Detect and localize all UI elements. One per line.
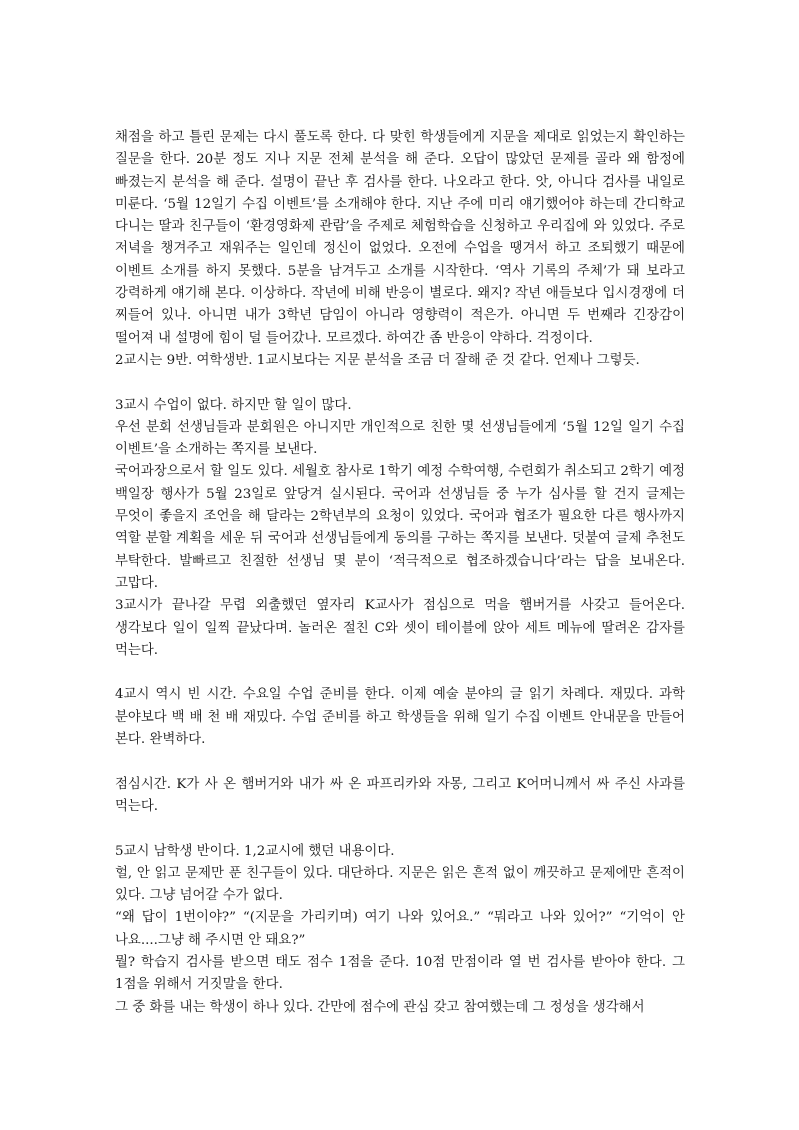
paragraph: 4교시 역시 빈 시간. 수요일 수업 준비를 한다. 이제 예술 분야의 글 읽기 차례다. 재밌다. 과학 분야보다 백 배 천 배 재밌다. 수업 준비를 하고 학생들을 위해 일기 수집 이벤트 안내문을 만들어 본다. 완벽하다. xyxy=(115,687,685,748)
paragraph: 국어과장으로서 할 일도 있다. 세월호 참사로 1학기 예정 수학여행, 수련회가 취소되고 2학기 예정 백일장 행사가 5월 23일로 앞당겨 실시된다. 국어과 선생님들 중 누가 심사를 할 건지 글제는 무엇이 좋을지 조언을 해 달라는 2학년부의 요청이 있었다. 국어과 협조가 필요한 다른 행사까지 역할 분할 계획을 세운 뒤 국어과 선생님들에게 동의를 구하는 쪽지를 보낸다. 덧붙여 글제 추천도 부탁한다. 발빠르고 친절한 선생님 몇 분이 ‘적극적으로 협조하겠습니다’라는 답을 보내온다. 고맙다. xyxy=(115,464,685,591)
paragraph: 채점을 하고 틀린 문제는 다시 풀도록 한다. 다 맞힌 학생들에게 지문을 제대로 읽었는지 확인하는 질문을 한다. 20분 정도 지나 지문 전체 분석을 해 준다. 오답이 많았던 문제를 골라 왜 함정에 빠졌는지 분석을 해 준다. 설명이 끝난 후 검사를 한다. 나오라고 한다. 앗, 아니다 검사를 내일로 미룬다. ‘5월 12일기 수집 이벤트’를 소개해야 한다. 지난 주에 미리 얘기했어야 하는데 간디학교 다니는 딸과 친구들이 ‘환경영화제 관람’을 주제로 체험학습을 신청하고 우리집에 와 있었다. 주로 저녁을 챙겨주고 재워주는 일인데 정신이 없었다. 오전에 수업을 땡겨서 하고 조퇴했기 때문에 이벤트 소개를 하지 못했다. 5분을 남겨두고 소개를 시작한다. ‘역사 기록의 주체’가 돼 보라고 강력하게 얘기해 본다. 이상하다. 작년에 비해 반응이 별로다. 왜지? 작년 애들보다 입시경쟁에 더 찌들어 있나. 아니면 내가 3학년 담임이 아니라 영향력이 적은가. 아니면 두 번째라 긴장감이 떨어져 내 설명에 힘이 덜 들어갔나. 모르겠다. 하여간 좀 반응이 약하다. 걱정이다. xyxy=(115,130,685,346)
paragraph: 헐, 안 읽고 문제만 푼 친구들이 있다. 대단하다. 지문은 읽은 흔적 없이 깨끗하고 문제에만 흔적이 있다. 그냥 넘어갈 수가 없다. xyxy=(115,865,685,904)
paragraph: 뭘? 학습지 검사를 받으면 태도 점수 1점을 준다. 10점 만점이라 열 번 검사를 받아야 한다. 그 1점을 위해서 거짓말을 한다. xyxy=(115,954,685,993)
paragraph: 3교시가 끝나갈 무렵 외출했던 옆자리 K교사가 점심으로 먹을 햄버거를 사갖고 들어온다. 생각보다 일이 일찍 끝났다며. 놀러온 절친 C와 셋이 테이블에 앉아 세트 메뉴에 딸려온 감자를 먹는다. xyxy=(115,598,685,658)
paragraph-gap xyxy=(115,818,685,840)
paragraph: 점심시간. K가 사 온 햄버거와 내가 싸 온 파프리카와 자몽, 그리고 K어머니께서 싸 주신 사과를 먹는다. xyxy=(115,776,685,814)
document-body xyxy=(115,127,685,1019)
paragraph: 2교시는 9반. 여학생반. 1교시보다는 지문 분석을 조금 더 잘해 준 것 같다. 언제나 그렇듯. xyxy=(115,352,640,368)
paragraph-gap xyxy=(115,751,685,773)
paragraph-gap xyxy=(115,372,685,394)
paragraph: 3교시 수업이 없다. 하지만 할 일이 많다. xyxy=(115,397,352,413)
paragraph-gap xyxy=(115,662,685,684)
paragraph: 우선 분회 선생님들과 분회원은 아니지만 개인적으로 친한 몇 선생님들에게 ‘5월 12일 일기 수집 이벤트’을 소개하는 쪽지를 보낸다. xyxy=(115,419,685,458)
paragraph: 5교시 남학생 반이다. 1,2교시에 했던 내용이다. xyxy=(115,843,395,859)
paragraph: “왜 답이 1번이야?” “(지문을 가리키며) 여기 나와 있어요.” “뭐라고 나와 있어?” “기억이 안 나요....그냥 해 주시면 안 돼요?” xyxy=(115,910,685,948)
paragraph: 그 중 화를 내는 학생이 하나 있다. 간만에 점수에 관심 갖고 참여했는데 그 정성을 생각해서 xyxy=(115,999,645,1015)
